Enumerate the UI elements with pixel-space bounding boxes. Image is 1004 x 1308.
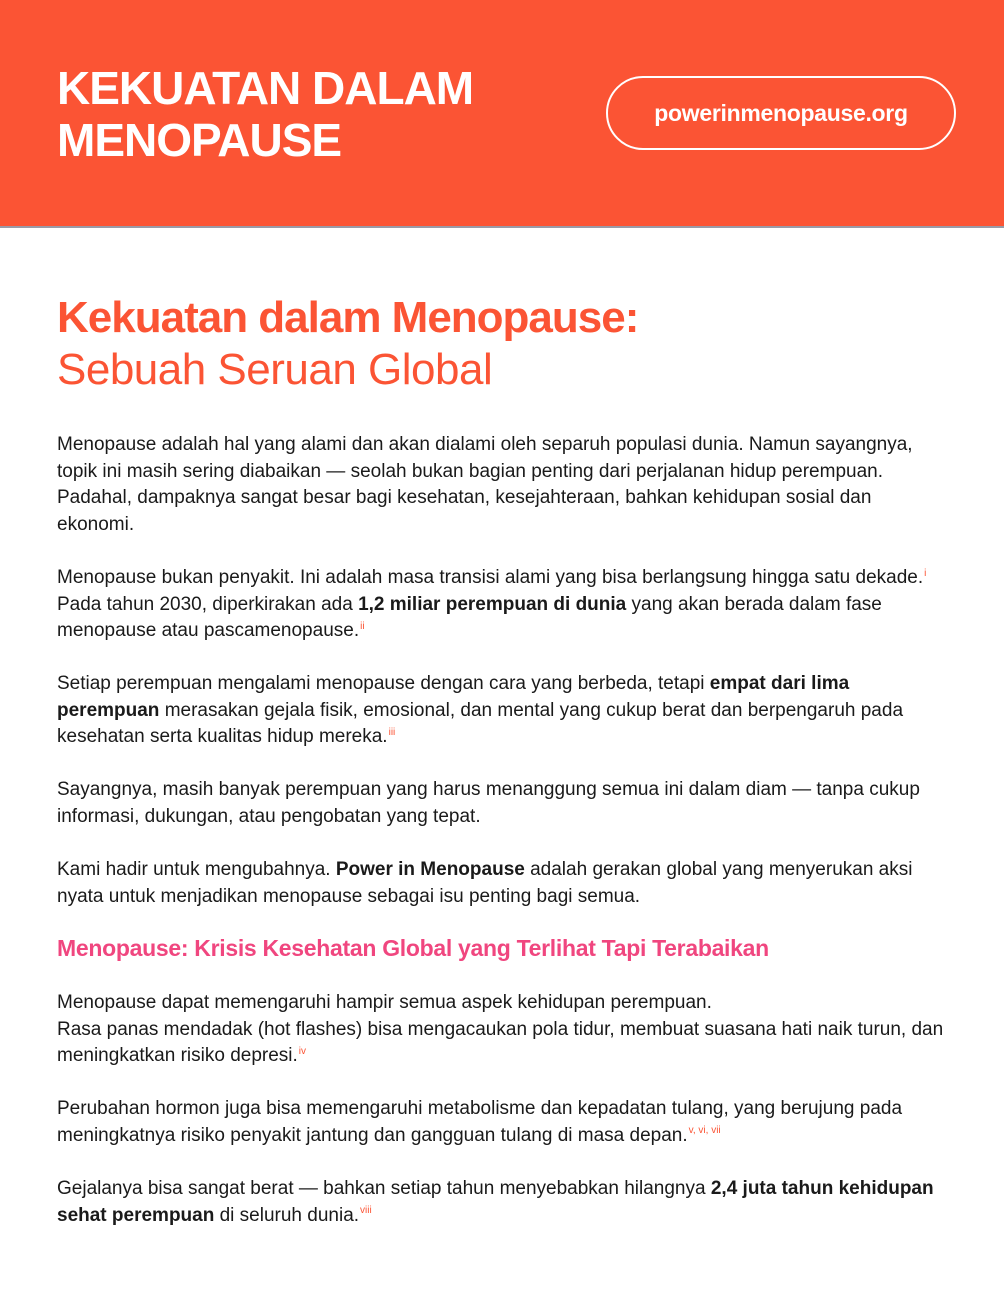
banner-title: [57, 62, 577, 166]
section-paragraph-2: [57, 1096, 947, 1149]
bold-text: Power in Menopause: [335, 859, 525, 880]
footnote-ref: v, vi, vii: [688, 1125, 721, 1137]
footnote-ref: iv: [298, 1045, 307, 1057]
banner-title-line2: MENOPAUSE: [57, 114, 342, 166]
text-span: Rasa panas mendadak (hot flashes) bisa mengacaukan pola tidur, membuat suasana hati naik turun, dan meningkatkan risiko depresi.: [57, 1018, 944, 1066]
section-paragraph-1: [57, 990, 947, 1070]
text-span: Setiap perempuan mengalami menopause dengan cara yang berbeda, tetapi: [57, 673, 710, 694]
text-span: adalah gerakan global yang menyerukan aksi nyata untuk menjadikan menopause sebagai isu penting bagi semua.: [57, 859, 913, 907]
text-span: di seluruh dunia.: [214, 1204, 360, 1226]
bold-text: 2,4 juta tahun kehidupan sehat perempuan: [57, 1178, 934, 1226]
text-span: merasakan gejala fisik, emosional, dan mental yang cukup berat dan berpengaruh pada kesehatan serta kualitas hidup mereka.: [57, 699, 904, 747]
intro-paragraph-1: Menopause adalah hal yang alami dan akan dialami oleh separuh populasi dunia. Namun sayangnya, topik ini masih sering diabaikan — seolah bukan bagian penting dari perjalanan hidup perempuan. Padahal, dampaknya sangat besar bagi kesehatan, kesejahteraan, bahkan kehidupan sosial dan ekonomi.: [57, 434, 913, 535]
footnote-ref: iii: [388, 726, 396, 738]
footnote-ref: ii: [360, 620, 365, 632]
intro-paragraph-4: Sayangnya, masih banyak perempuan yang harus menanggung semua ini dalam diam — tanpa cukup informasi, dukungan, atau pengobatan yang tepat.: [57, 779, 920, 827]
footnote-ref: i: [924, 567, 927, 579]
text-line: Menopause dapat memengaruhi hampir semua aspek kehidupan perempuan.: [57, 992, 712, 1013]
website-link-button[interactable]: powerinmenopause.org: [606, 76, 956, 150]
page-title: Kekuatan dalam Menopause:: [57, 293, 639, 342]
bold-text: 1,2 miliar perempuan di dunia: [358, 593, 627, 615]
text-span: yang akan berada dalam fase menopause atau pascamenopause.: [57, 593, 882, 641]
page-subtitle: Sebuah Seruan Global: [57, 345, 493, 394]
footnote-ref: viii: [360, 1205, 372, 1217]
text-span: Gejalanya bisa sangat berat — bahkan setiap tahun menyebabkan hilangnya: [57, 1178, 711, 1199]
section-paragraph-3: [57, 1176, 947, 1229]
text-span: Pada tahun 2030, diperkirakan ada: [57, 593, 359, 615]
intro-paragraph-3: [57, 671, 947, 751]
banner-title-line1: KEKUATAN DALAM: [57, 62, 474, 114]
text-span: Menopause bukan penyakit. Ini adalah masa transisi alami yang bisa berlangsung hingga satu dekade.: [57, 567, 924, 588]
section-heading: Menopause: Krisis Kesehatan Global yang Terlihat Tapi Terabaikan: [57, 935, 769, 961]
bold-text: empat dari lima perempuan: [57, 673, 850, 721]
text-span: Perubahan hormon juga bisa memengaruhi metabolisme dan kepadatan tulang, yang berujung pada meningkatnya risiko penyakit jantung dan gangguan tulang di masa depan.: [57, 1098, 903, 1146]
header-banner: [0, 0, 1004, 228]
text-span: Kami hadir untuk mengubahnya.: [57, 859, 336, 880]
intro-paragraph-5: [57, 857, 947, 910]
intro-paragraph-2: [57, 565, 947, 645]
